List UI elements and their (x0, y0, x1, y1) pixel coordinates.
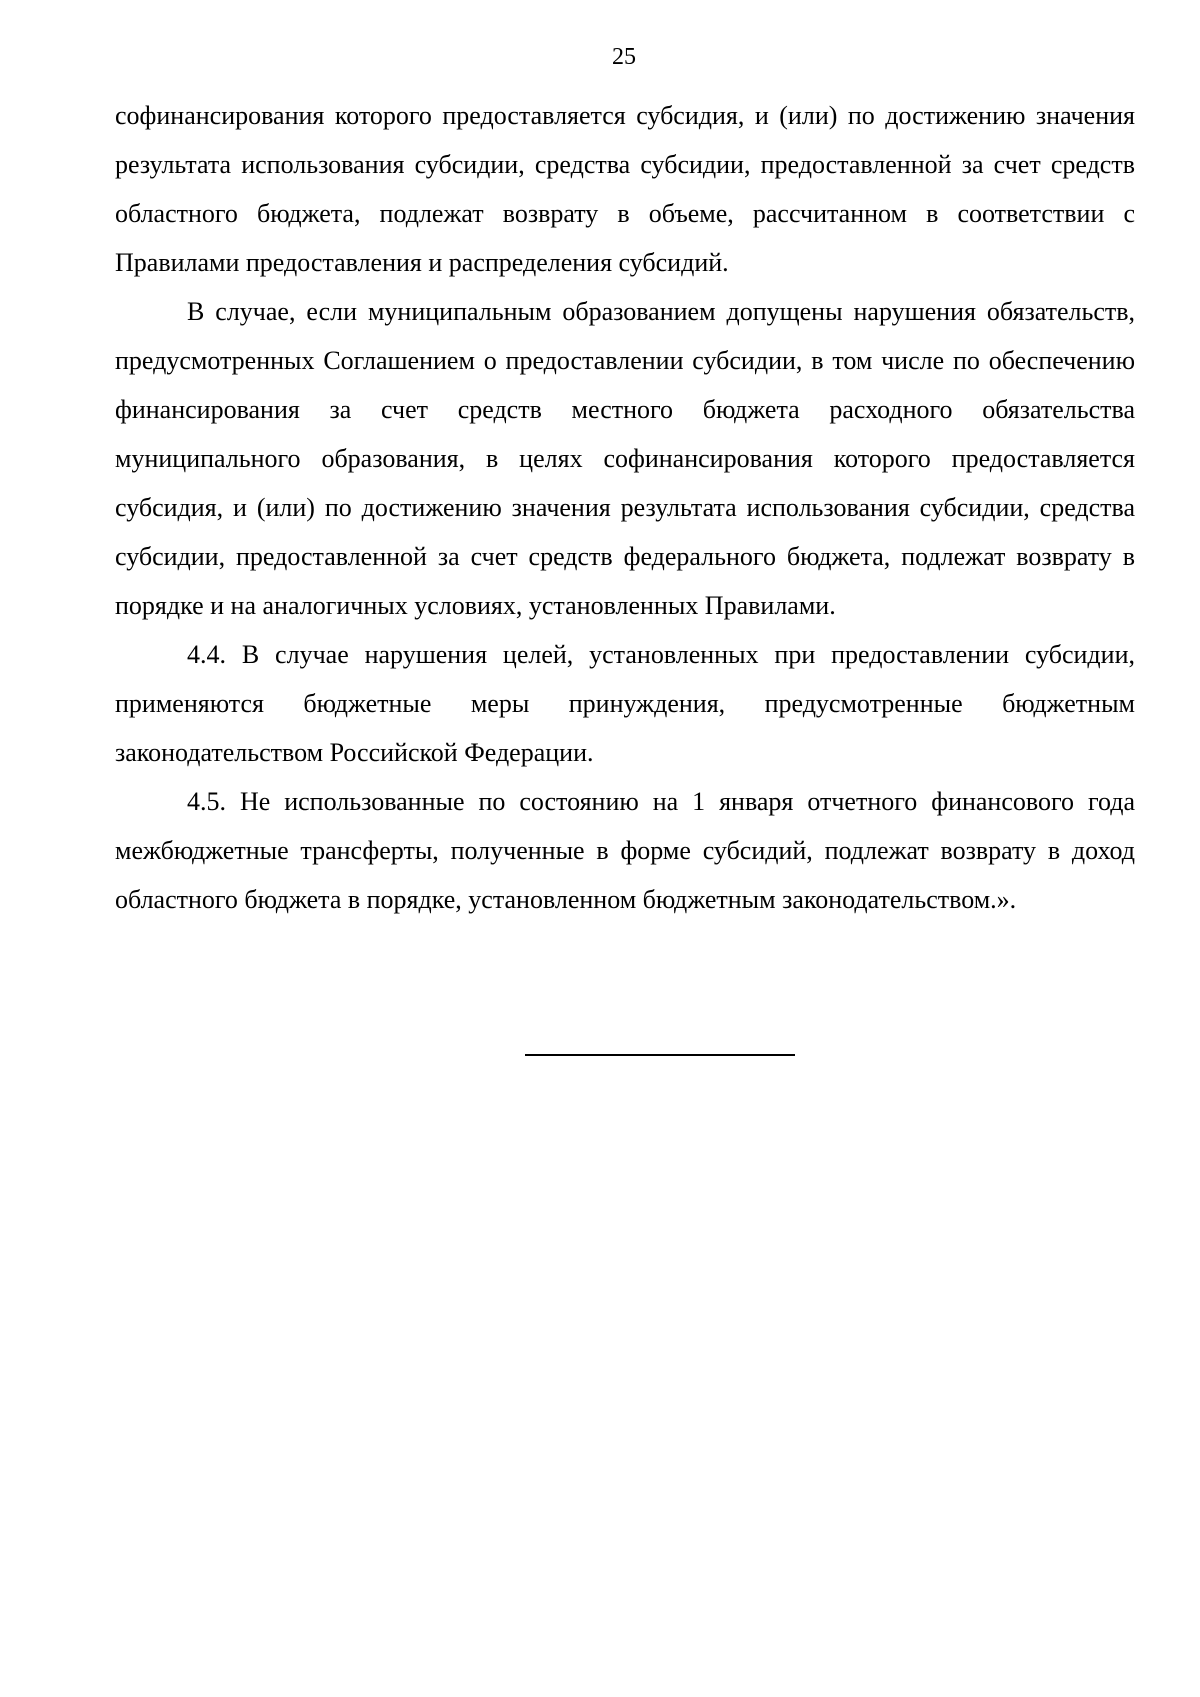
document-body (115, 91, 1135, 924)
paragraph-continuation: софинансирования которого предоставляется субсидия, и (или) по достижению значения результата использования субсидии, средства субсидии, предоставленной за счет средств областного бюджета, подлежат возврату в объеме, рассчитанном в соответствии с Правилами предоставления и распределения субсидий. (115, 101, 1135, 277)
paragraph-federal-budget-return: В случае, если муниципальным образованием допущены нарушения обязательств, предусмотренных Соглашением о предоставлении субсидии, в том числе по обеспечению финансирования за счет средств местного бюджета расходного обязательства муниципального образования, в целях софинансирования которого предоставляется субсидия, и (или) по достижению значения результата использования субсидии, средства субсидии, предоставленной за счет средств федерального бюджета, подлежат возврату в порядке и на аналогичных условиях, установленных Правилами. (115, 297, 1135, 620)
paragraph-section-4-5: 4.5. Не использованные по состоянию на 1 января отчетного финансового года межбюджетные трансферты, полученные в форме субсидий, подлежат возврату в доход областного бюджета в порядке, установленном бюджетным законодательством.». (115, 787, 1135, 914)
page-number: 25 (612, 44, 636, 70)
paragraph-section-4-4: 4.4. В случае нарушения целей, установленных при предоставлении субсидии, применяются бюджетные меры принуждения, предусмотренные бюджетным законодательством Российской Федерации. (115, 640, 1135, 767)
end-of-document-rule (525, 1054, 795, 1056)
